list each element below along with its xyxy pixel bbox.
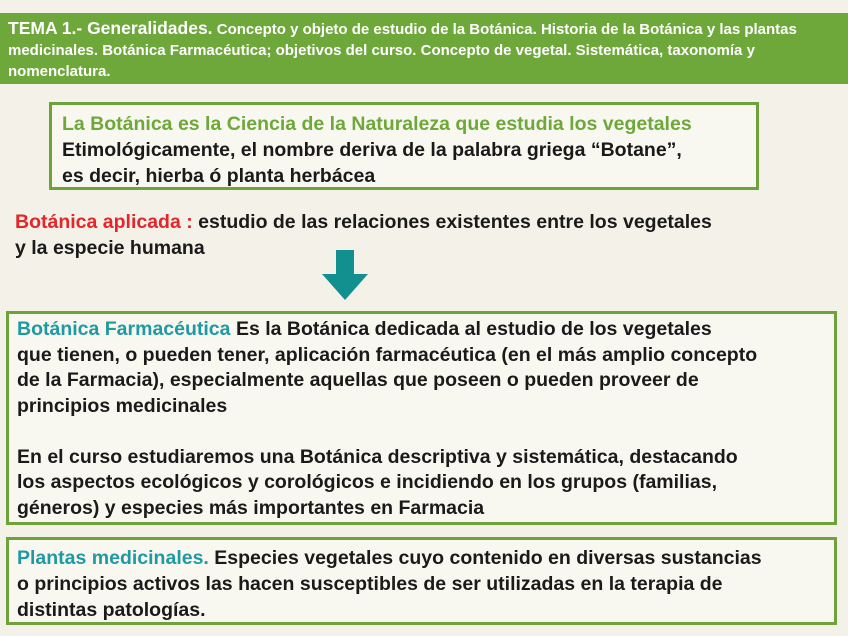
applied-text-1: estudio de las relaciones existentes entre los vegetales [198,211,712,233]
header-banner [0,13,848,84]
applied-botany-text [15,209,815,261]
definition-box [49,102,759,190]
header-title: TEMA 1.- Generalidades. [8,18,213,38]
medicinal-term: Plantas medicinales. [17,547,209,569]
down-arrow-icon [320,250,370,300]
medicinal-plants-box [6,537,837,625]
course-line-1: En el curso estudiaremos una Botánica descriptiva y sistemática, destacando [17,445,738,468]
header-subtitle: Concepto y objeto de estudio de la Botánica. Historia de la Botánica y las plantas medicinales. Botánica Farmacéutica; objetivos del curso. Concepto de vegetal. Sistemática, taxonomía y nomenclatura. [8,21,797,80]
pharma-line-3: de la Farmacia), especialmente aquellas que poseen o pueden proveer de [17,369,699,391]
course-line-2: los aspectos ecológicos y corológicos e incidiendo en los grupos (familias, [17,471,718,493]
applied-text-2: y la especie humana [15,237,205,259]
course-paragraph [17,445,834,522]
medicinal-line-3: distintas patologías. [17,599,206,621]
pharma-line-2: que tienen, o pueden tener, aplicación farmacéutica (en el más amplio concepto [17,343,758,366]
medicinal-line-2: o principios activos las hacen susceptibles de ser utilizadas en la terapia de [17,573,723,595]
applied-term: Botánica aplicada : [15,211,193,233]
pharma-box [6,311,837,525]
pharma-term: Botánica Farmacéutica [17,318,231,340]
etymology-line-1: Etimológicamente, el nombre deriva de la palabra griega “Botane”, [62,139,682,161]
pharma-definition [17,317,834,419]
pharma-line-4: principios medicinales [17,394,228,417]
definition-headline: La Botánica es la Ciencia de la Naturaleza que estudia los vegetales [62,113,692,135]
etymology-line-2: es decir, hierba ó planta herbácea [62,165,376,187]
pharma-line-1: Es la Botánica dedicada al estudio de los vegetales [235,318,712,340]
applied-line-1 [15,209,815,235]
medicinal-line-1: Especies vegetales cuyo contenido en diversas sustancias [214,547,762,569]
course-line-3: géneros) y especies más importantes en Farmacia [17,496,485,519]
